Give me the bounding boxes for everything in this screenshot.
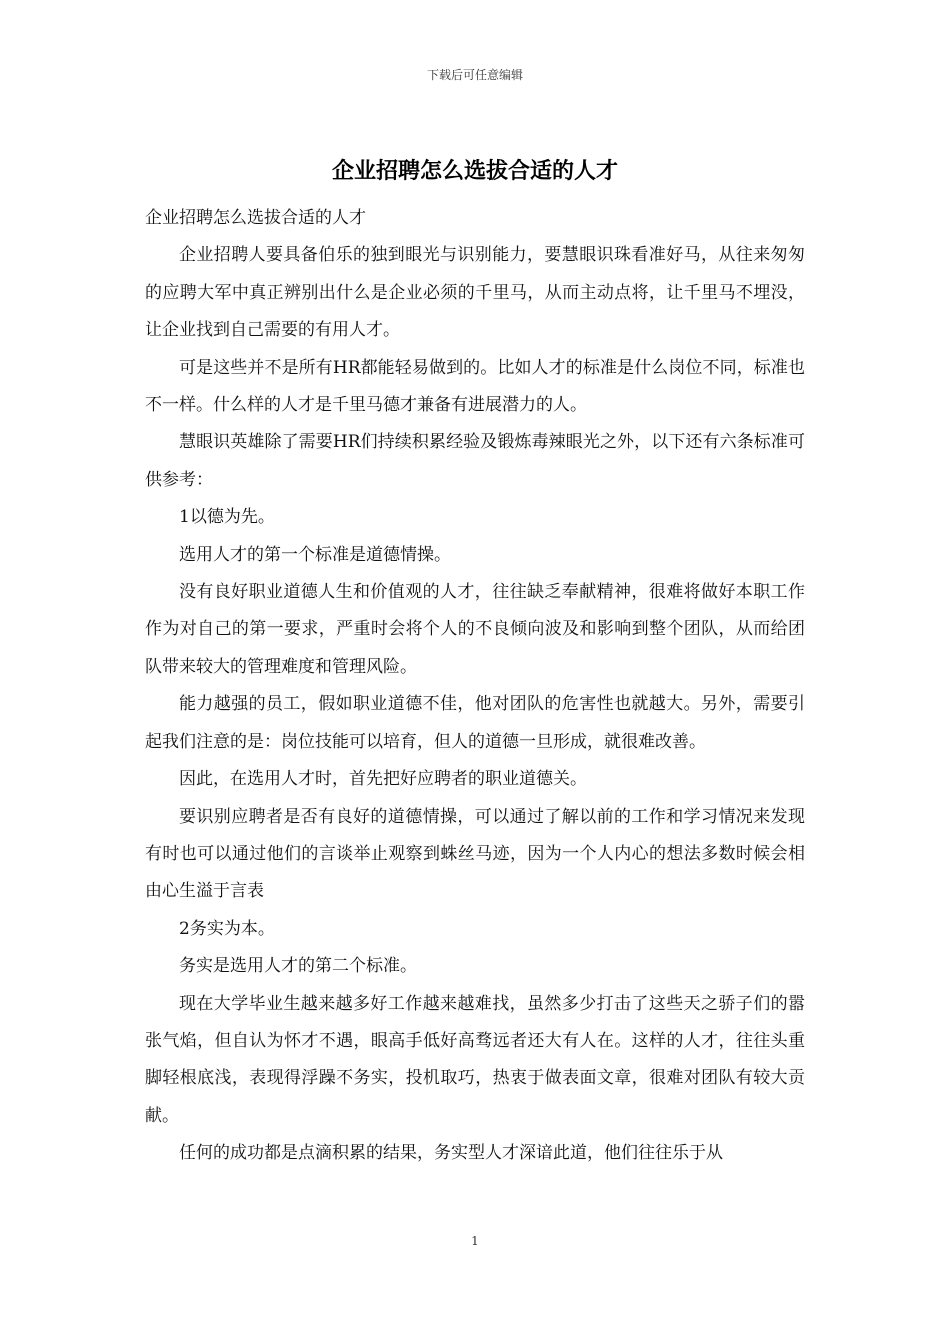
paragraph: 现在大学毕业生越来越多好工作越来越难找，虽然多少打击了这些天之骄子们的嚣张气焰，但自认为怀才不遇，眼高手低好高骛远者还大有人在。这样的人才，往往头重脚轻根底浅，表现得浮躁不务实，投机取巧，热衷于做表面文章，很难对团队有较大贡献。 — [145, 993, 805, 1126]
paragraph: 没有良好职业道德人生和价值观的人才，往往缺乏奉献精神，很难将做好本职工作作为对自己的第一要求，严重时会将个人的不良倾向波及和影响到整个团队，从而给团队带来较大的管理难度和管理风险。 — [145, 582, 805, 677]
paragraph: 能力越强的员工，假如职业道德不佳，他对团队的危害性也就越大。另外，需要引起我们注意的是：岗位技能可以培育，但人的道德一旦形成，就很难改善。 — [145, 694, 805, 752]
paragraph-subtitle: 企业招聘怎么选拔合适的人才 — [145, 208, 366, 228]
document-title: 企业招聘怎么选拔合适的人才 — [331, 158, 618, 184]
paragraph: 慧眼识英雄除了需要HR们持续积累经验及锻炼毒辣眼光之外，以下还有六条标准可供参考： — [145, 432, 805, 490]
paragraph: 任何的成功都是点滴积累的结果，务实型人才深谙此道，他们往往乐于从 — [179, 1143, 723, 1164]
paragraph: 因此，在选用人才时，首先把好应聘者的职业道德关。 — [179, 769, 587, 790]
header-note: 下载后可任意编辑 — [426, 68, 523, 82]
paragraph: 企业招聘人要具备伯乐的独到眼光与识别能力，要慧眼识珠看准好马，从往来匆匆的应聘大军中真正辨别出什么是企业必须的千里马，从而主动点将，让千里马不埋没，让企业找到自己需要的有用人才。 — [145, 245, 805, 341]
page-number: 1 — [471, 1234, 479, 1248]
paragraph: 选用人才的第一个标准是道德情操。 — [179, 544, 451, 565]
paragraph-heading: 2务实为本。 — [179, 918, 275, 939]
document-body — [145, 200, 805, 1173]
paragraph: 要识别应聘者是否有良好的道德情操，可以通过了解以前的工作和学习情况来发现有时也可以通过他们的言谈举止观察到蛛丝马迹，因为一个人内心的想法多数时候会相由心生溢于言表 — [145, 806, 805, 902]
paragraph: 务实是选用人才的第二个标准。 — [179, 956, 417, 977]
paragraph: 可是这些并不是所有HR都能轻易做到的。比如人才的标准是什么岗位不同，标准也不一样。什么样的人才是千里马德才兼备有进展潜力的人。 — [145, 357, 805, 416]
paragraph-heading: 1以德为先。 — [179, 507, 275, 528]
